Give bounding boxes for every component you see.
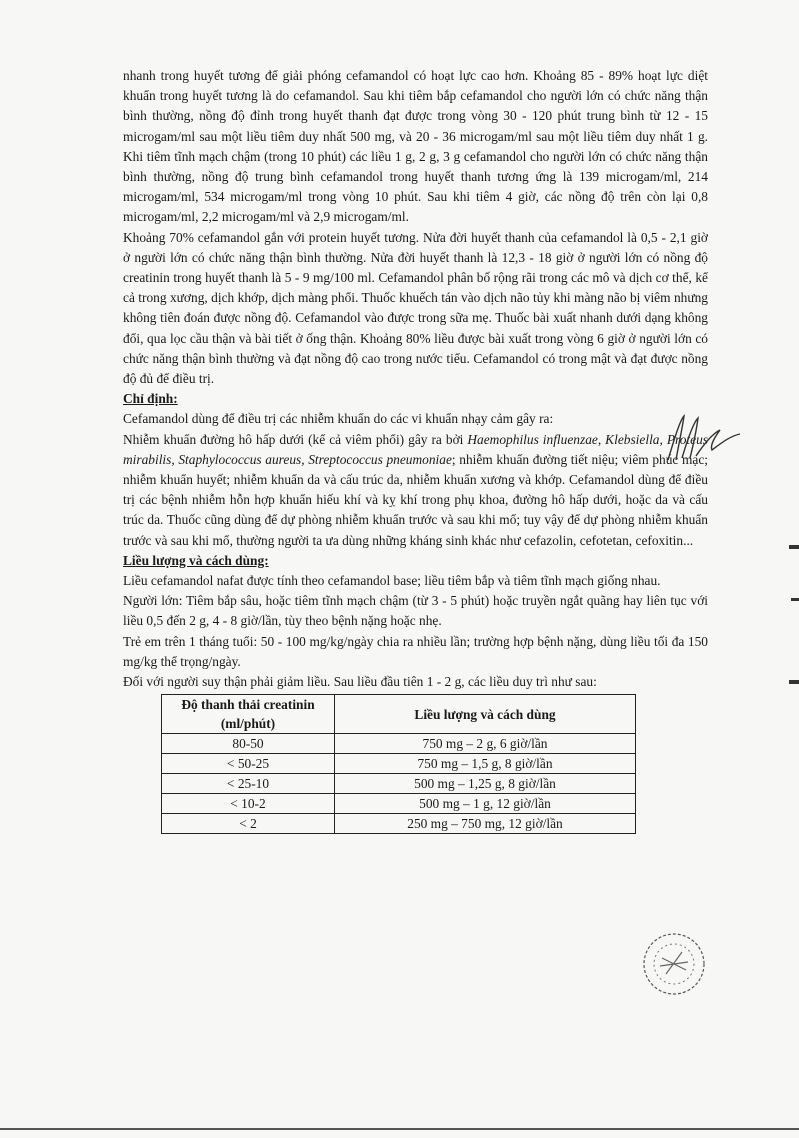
clearance-cell: < 25-10 xyxy=(162,774,335,794)
dose-cell: 500 mg – 1,25 g, 8 giờ/lần xyxy=(335,774,636,794)
scan-edge-mark xyxy=(789,680,799,684)
page-bottom-edge xyxy=(0,1128,799,1130)
handwritten-signature xyxy=(660,410,750,470)
indication-intro: Cefamandol dùng để điều trị các nhiễm khuẩn do các vi khuẩn nhạy cảm gây ra: xyxy=(123,411,554,427)
dose-cell: 500 mg – 1 g, 12 giờ/lần xyxy=(335,794,636,814)
table-header-row xyxy=(162,695,636,734)
dosage-paragraph-1: Liều cefamandol nafat được tính theo cefamandol base; liều tiêm bắp và tiêm tĩnh mạch giống nhau. xyxy=(123,573,661,589)
dose-cell: 750 mg – 1,5 g, 8 giờ/lần xyxy=(335,754,636,774)
clearance-header-line2: (ml/phút) xyxy=(220,716,276,732)
dose-column-header: Liều lượng và cách dùng xyxy=(335,695,636,734)
document-body xyxy=(123,66,708,834)
clearance-cell: < 2 xyxy=(162,814,335,834)
indication-body-rest: ; nhiễm khuẩn đường tiết niệu; viêm phúc mạc; nhiễm khuẩn huyết; nhiễm khuẩn da và cấu trúc da, nhiễm khuẩn xương và khớp. Cefamandol dùng để điều trị các bệnh nhiễm hỗn hợp khuẩn hiếu khí và kỵ khí trong phụ khoa, đường hô hấp dưới, hoặc da và cấu trúc da. Thuốc cũng dùng để dự phòng nhiễm khuẩn trước và sau khi mổ; tuy vậy để dự phòng nhiễm khuẩn trước và sau khi mổ, thường người ta ưa dùng những kháng sinh khác như cefazolin, cefotetan, cefoxitin... xyxy=(123,451,709,548)
dosage-paragraph-4: Đối với người suy thận phải giảm liều. Sau liều đầu tiên 1 - 2 g, các liều duy trì như sau: xyxy=(123,674,597,690)
pharmacokinetics-paragraph-2: Khoảng 70% cefamandol gắn với protein huyết tương. Nửa đời huyết thanh của cefamandol là 0,5 - 2,1 giờ ở người lớn có chức năng thận bình thường. Nửa đời huyết thanh là 12,3 - 18 giờ ở người lớn có nồng độ creatinin trong huyết thanh là 5 - 9 mg/100 ml. Cefamandol phân bố rộng rãi trong các mô và dịch cơ thể, kể cả trong xương, dịch khớp, dịch màng phổi. Thuốc khuếch tán vào dịch não tủy khi màng não bị viêm nhưng không tiên đoán được nồng độ. Cefamandol vào được trong sữa mẹ. Thuốc bài xuất nhanh dưới dạng không đổi, qua lọc cầu thận và bài tiết ở ống thận. Khoảng 80% liều được bài xuất trong vòng 6 giờ ở người lớn có chức năng thận bình thường và đạt nồng độ cao trong nước tiểu. Cefamandol có trong mật và đạt được nồng độ đủ để điều trị. xyxy=(123,229,708,387)
table-row xyxy=(162,814,636,834)
pharmacokinetics-paragraph-1: nhanh trong huyết tương để giải phóng cefamandol có hoạt lực cao hơn. Khoảng 85 - 89% hoạt lực diệt khuẩn trong huyết tương là do cefamandol. Sau khi tiêm bắp cefamandol cho người lớn có chức năng thận bình thường, nồng độ đỉnh trong huyết thanh đạt được trong vòng 30 - 120 phút trung bình từ 12 - 15 microgam/ml sau một liều tiêm duy nhất 500 mg, và 20 - 36 microgam/ml sau một liều tiêm duy nhất 1 g. Khi tiêm tĩnh mạch chậm (trong 10 phút) các liều 1 g, 2 g, 3 g cefamandol cho người lớn có chức năng thận bình thường, nồng độ trung bình cefamandol trong huyết thanh tương ứng là 139 microgam/ml, 214 microgam/ml, 534 microgam/ml trong vòng 10 phút. Sau khi tiêm 4 giờ, các nồng độ trên còn lại 0,8 microgam/ml, 2,2 microgam/ml và 2,9 microgam/ml. xyxy=(123,68,708,225)
table-row xyxy=(162,754,636,774)
table-row xyxy=(162,734,636,754)
renal-dosage-table xyxy=(161,694,636,834)
dosage-paragraph-3: Trẻ em trên 1 tháng tuổi: 50 - 100 mg/kg/ngày chia ra nhiều lần; trường hợp bệnh nặng, dùng liều tối đa 150 mg/kg thể trọng/ngày. xyxy=(123,633,708,669)
clearance-cell: < 50-25 xyxy=(162,754,335,774)
indication-body xyxy=(123,430,708,551)
dosage-paragraph-2: Người lớn: Tiêm bắp sâu, hoặc tiêm tĩnh mạch chậm (từ 3 - 5 phút) hoặc truyền ngắt quãng hay liên tục với liều 0,5 đến 2 g, 4 - 8 giờ/lần, tùy theo bệnh nặng hoặc nhẹ. xyxy=(123,593,708,629)
indication-organisms: Haemophilus influenzae, Klebsiella, Proteus mirabilis, Staphylococcus aureus, Streptococcus pneumoniae xyxy=(123,431,708,467)
scan-edge-mark xyxy=(789,545,799,549)
clearance-cell: 80-50 xyxy=(162,734,335,754)
clearance-header-line1: Độ thanh thải creatinin xyxy=(181,697,315,713)
scan-edge-mark xyxy=(791,598,799,601)
indication-heading: Chỉ định: xyxy=(123,391,178,407)
clearance-cell: < 10-2 xyxy=(162,794,335,814)
dose-cell: 250 mg – 750 mg, 12 giờ/lần xyxy=(335,814,636,834)
dose-cell: 750 mg – 2 g, 6 giờ/lần xyxy=(335,734,636,754)
official-stamp xyxy=(632,922,712,1002)
table-row xyxy=(162,794,636,814)
clearance-column-header xyxy=(162,695,335,734)
indication-body-start: Nhiễm khuẩn đường hô hấp dưới (kể cả viêm phổi) gây ra bởi xyxy=(123,431,468,447)
table-row xyxy=(162,774,636,794)
dosage-heading: Liều lượng và cách dùng: xyxy=(123,552,269,568)
